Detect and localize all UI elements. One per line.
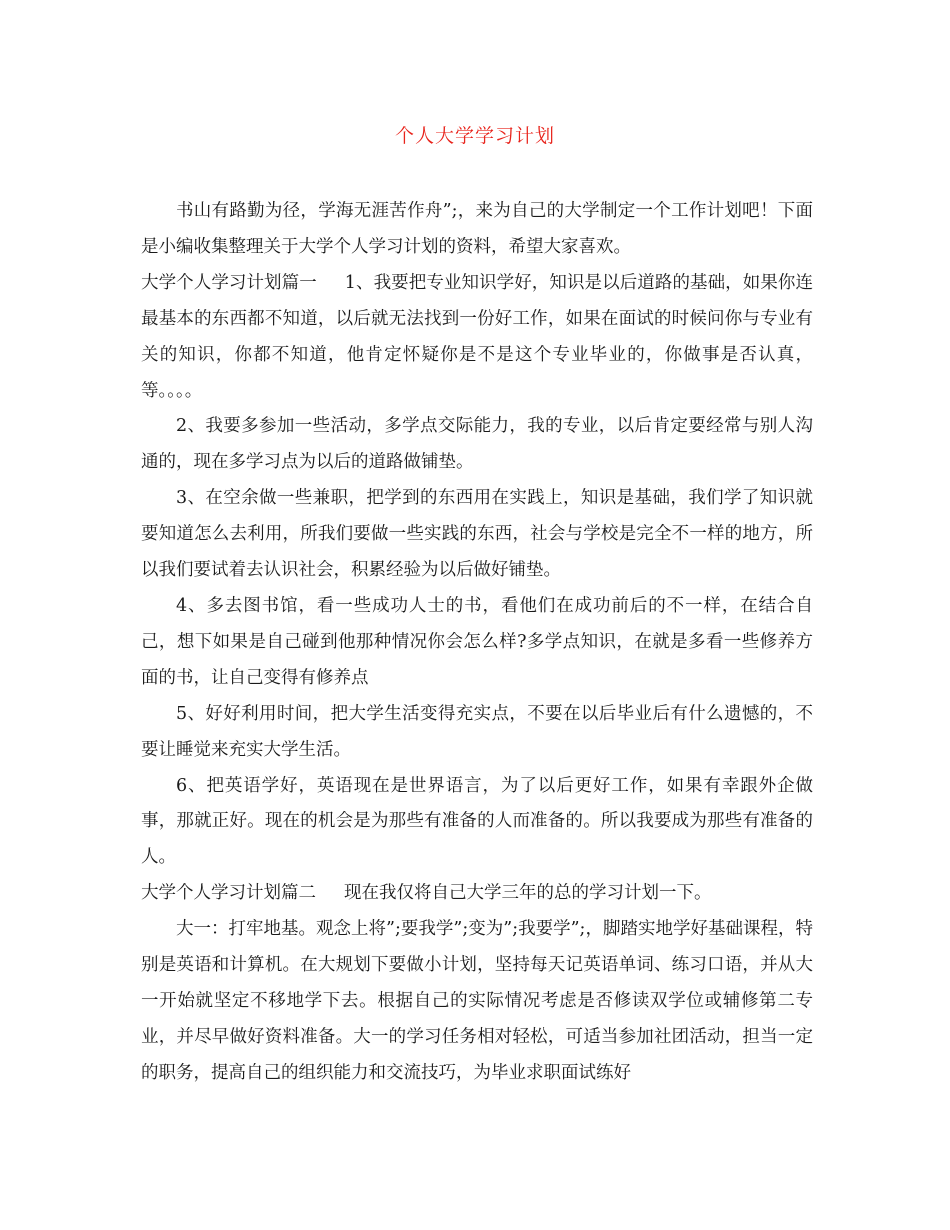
section-1-heading: 大学个人学习计划篇一: [141, 272, 317, 293]
intro-paragraph: 书山有路勤为径，学海无涯苦作舟”;，来为自己的大学制定一个工作计划吧！下面是小编收集整理关于大学个人学习计划的资料，希望大家喜欢。: [141, 201, 813, 257]
section-1-item-3: 3、在空余做一些兼职，把学到的东西用在实践上，知识是基础，我们学了知识就要知道怎么去利用，所我们要做一些实践的东西，社会与学校是完全不一样的地方，所以我们要试着去认识社会，积累经验为以后做好铺垫。: [141, 488, 813, 581]
section-2-year-1: 大一：打牢地基。观念上将”;要我学”;变为”;我要学”;，脚踏实地学好基础课程，特别是英语和计算机。在大规划下要做小计划，坚持每天记英语单词、练习口语，并从大一开始就坚定不移地学下去。根据自己的实际情况考虑是否修读双学位或辅修第二专业，并尽早做好资料准备。大一的学习任务相对轻松，可适当参加社团活动，担当一定的职务，提高自己的组织能力和交流技巧，为毕业求职面试练好: [141, 919, 813, 1083]
section-1-item-2: 2、我要多参加一些活动，多学点交际能力，我的专业，以后肯定要经常与别人沟通的，现在多学习点为以后的道路做铺垫。: [141, 416, 813, 473]
section-1-item-1: 1、我要把专业知识学好，知识是以后道路的基础，如果你连最基本的东西都不知道，以后就无法找到一份好工作，如果在面试的时候问你与专业有关的知识，你都不知道，他肯定怀疑你是不是这个专业毕业的，你做事是否认真，等。。。。: [141, 272, 813, 401]
section-2-intro: 现在我仅将自己大学三年的总的学习计划一下。: [344, 883, 712, 904]
section-1-item-5: 5、好好利用时间，把大学生活变得充实点，不要在以后毕业后有什么遗憾的，不要让睡觉来充实大学生活。: [141, 703, 813, 760]
document-title: 个人大学学习计划: [394, 125, 555, 147]
section-1-item-6: 6、把英语学好，英语现在是世界语言，为了以后更好工作，如果有幸跟外企做事，那就正好。现在的机会是为那些有准备的人而准备的。所以我要成为那些有准备的人。: [141, 775, 813, 868]
section-2-paragraph: [141, 876, 813, 912]
document-body: [141, 194, 813, 1092]
section-2-heading: 大学个人学习计划篇二: [141, 883, 316, 904]
section-1-paragraph: [141, 266, 813, 410]
section-1-item-4: 4、多去图书馆，看一些成功人士的书，看他们在成功前后的不一样，在结合自己，想下如果是自己碰到他那种情况你会怎么样?多学点知识，在就是多看一些修养方面的书，让自己变得有修养点: [141, 595, 813, 688]
